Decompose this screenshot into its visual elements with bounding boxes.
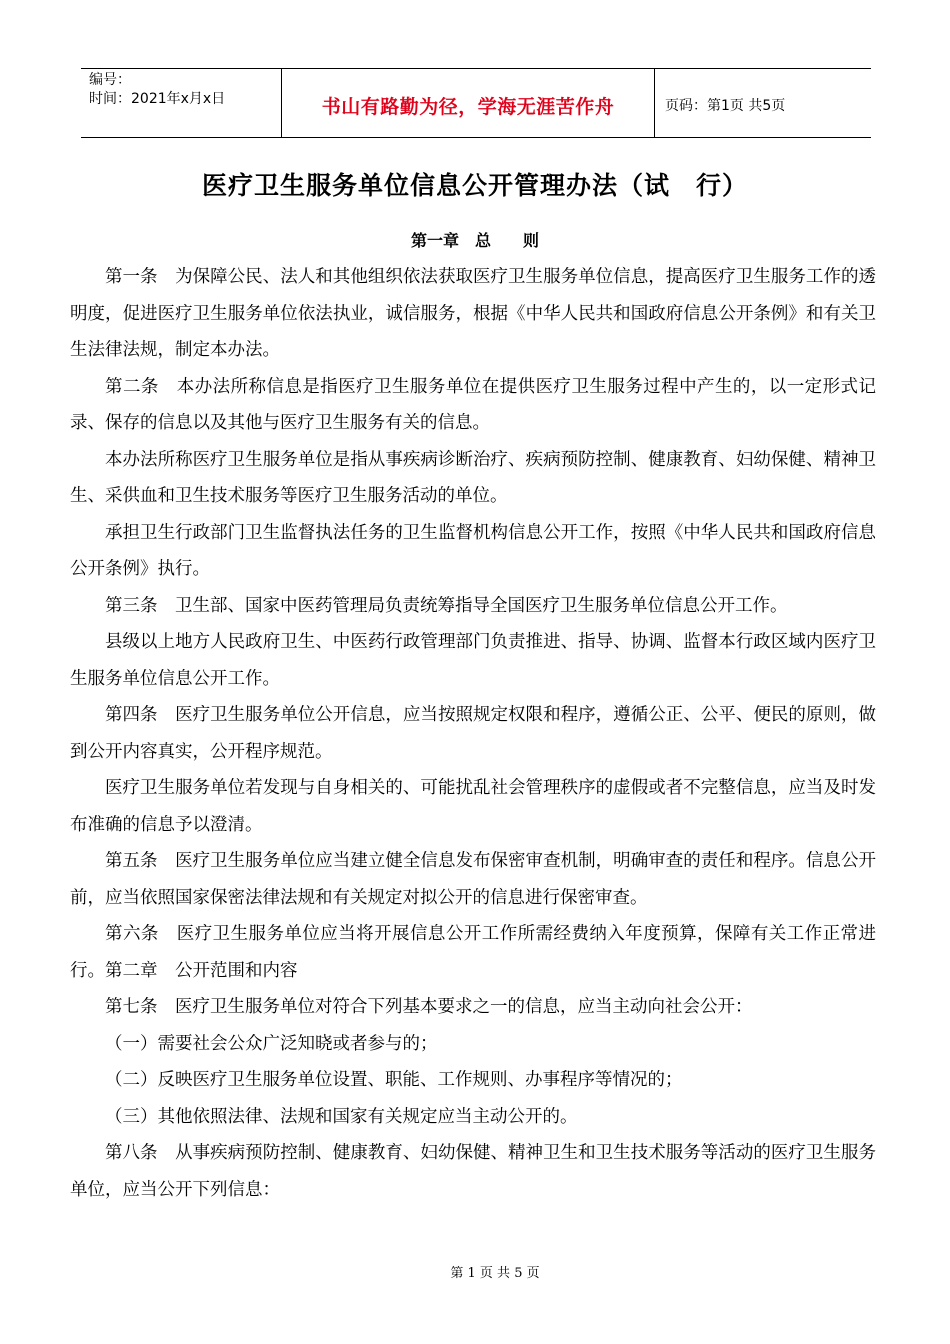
motto-text: 书山有路勤为径，学海无涯苦作舟 [321, 95, 615, 118]
paragraph: （三）其他依照法律、法规和国家有关规定应当主动公开的。 [105, 1106, 578, 1127]
paragraph: 本办法所称医疗卫生服务单位是指从事疾病诊断治疗、疾病预防控制、健康教育、妇幼保健、精神卫生、采供血和卫生技术服务等医疗卫生服务活动的单位。 [70, 449, 876, 506]
paragraph: 承担卫生行政部门卫生监督执法任务的卫生监督机构信息公开工作，按照《中华人民共和国政府信息公开条例》执行。 [70, 522, 876, 579]
page-footer [0, 1262, 950, 1281]
header-motto-cell [282, 69, 655, 137]
paragraph: 县级以上地方人民政府卫生、中医药行政管理部门负责推进、指导、协调、监督本行政区域内医疗卫生服务单位信息公开工作。 [70, 632, 876, 689]
paragraph: 第二条 本办法所称信息是指医疗卫生服务单位在提供医疗卫生服务过程中产生的，以一定形式记录、保存的信息以及其他与医疗卫生服务有关的信息。 [70, 376, 876, 433]
document-number-label: 编号： [89, 72, 131, 88]
header-page-info [655, 69, 871, 137]
header-meta [81, 69, 282, 137]
paragraph: 第三条 卫生部、国家中医药管理局负责统筹指导全国医疗卫生服务单位信息公开工作。 [105, 595, 788, 616]
paragraph: 第七条 医疗卫生服务单位对符合下列基本要求之一的信息，应当主动向社会公开： [105, 997, 753, 1017]
paragraph: 第一条 为保障公民、法人和其他组织依法获取医疗卫生服务单位信息，提高医疗卫生服务工作的透明度，促进医疗卫生服务单位依法执业，诚信服务，根据《中华人民共和国政府信息公开条例》和有关卫生法律法规，制定本办法。 [70, 267, 876, 360]
paragraph: 第八条 从事疾病预防控制、健康教育、妇幼保健、精神卫生和卫生技术服务等活动的医疗卫生服务单位，应当公开下列信息： [70, 1143, 876, 1200]
paragraph: （二）反映医疗卫生服务单位设置、职能、工作规则、办事程序等情况的； [105, 1070, 683, 1090]
document-title: 医疗卫生服务单位信息公开管理办法（试 行） [201, 171, 748, 200]
page-header [81, 68, 871, 138]
page-info-text: 页码：第1页 共5页 [665, 98, 786, 114]
paragraph: 第五条 医疗卫生服务单位应当建立健全信息发布保密审查机制，明确审查的责任和程序。信息公开前，应当依照国家保密法律法规和有关规定对拟公开的信息进行保密审查。 [70, 851, 876, 908]
paragraph: 第六条 医疗卫生服务单位应当将开展信息公开工作所需经费纳入年度预算，保障有关工作正常进行。第二章 公开范围和内容 [70, 924, 876, 981]
paragraph: 医疗卫生服务单位若发现与自身相关的、可能扰乱社会管理秩序的虚假或者不完整信息，应当及时发布准确的信息予以澄清。 [70, 778, 876, 835]
footer-page-number: 第 1 页 共 5 页 [450, 1266, 540, 1281]
chapter-heading: 第一章 总 则 [410, 231, 539, 250]
paragraph: （一）需要社会公众广泛知晓或者参与的； [105, 1033, 438, 1054]
document-body [70, 259, 876, 1208]
paragraph: 第四条 医疗卫生服务单位公开信息，应当按照规定权限和程序，遵循公正、公平、便民的原则，做到公开内容真实，公开程序规范。 [70, 705, 876, 762]
document-time-label: 时间：2021年x月x日 [89, 91, 226, 107]
